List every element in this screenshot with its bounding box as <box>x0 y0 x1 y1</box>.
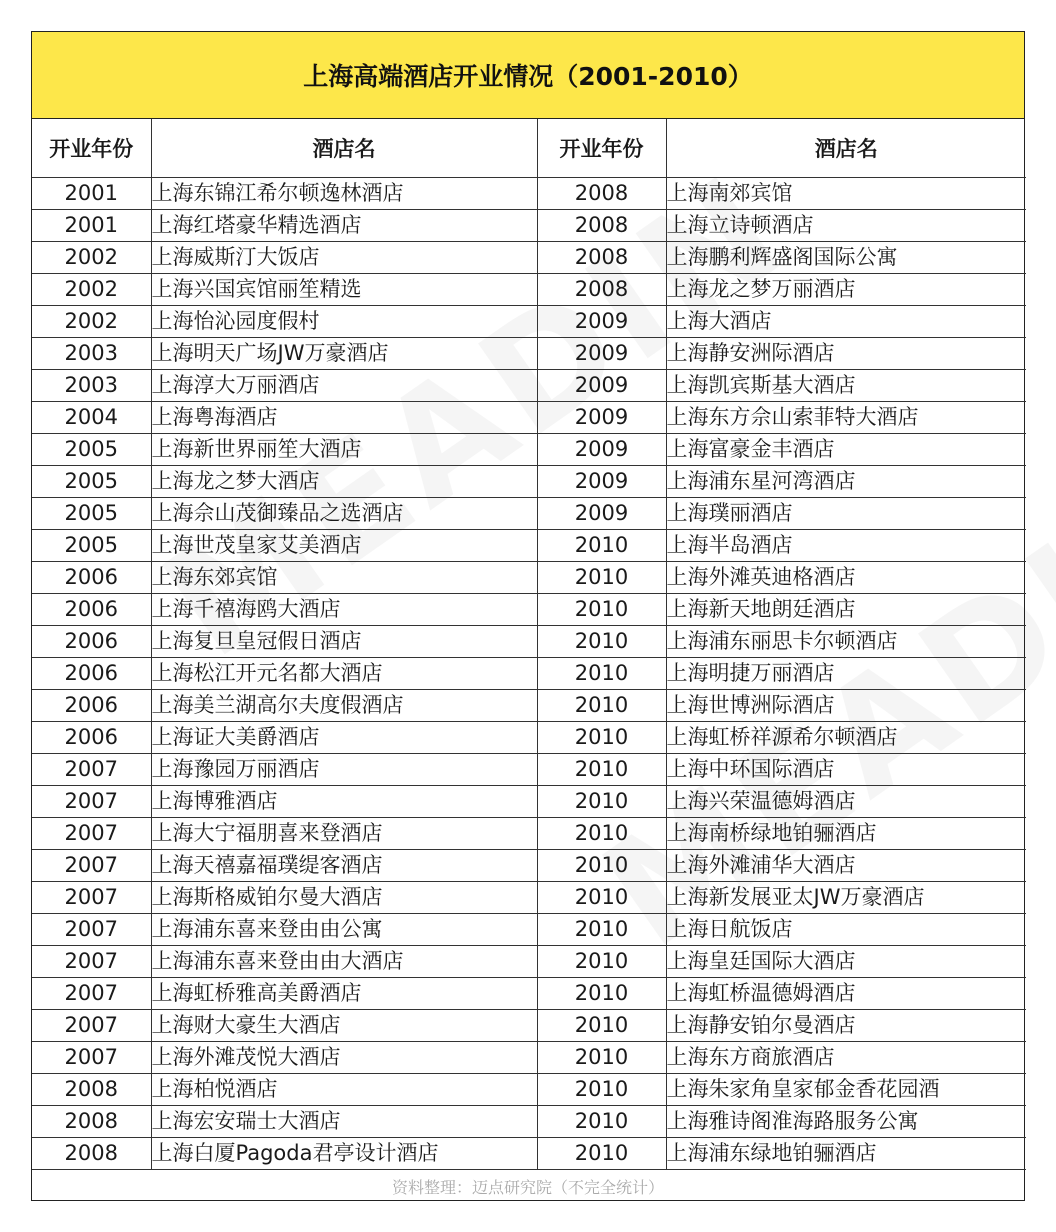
cell-hotel-left: 上海虹桥雅高美爵酒店 <box>151 978 537 1010</box>
table-row <box>32 1010 1026 1042</box>
cell-hotel-left: 上海新世界丽笙大酒店 <box>151 434 537 466</box>
cell-hotel-right: 上海外滩浦华大酒店 <box>666 850 1026 882</box>
header-row <box>32 119 1026 178</box>
cell-year-left: 2004 <box>32 402 151 434</box>
cell-year-left: 2005 <box>32 530 151 562</box>
cell-hotel-left: 上海白厦Pagoda君亭设计酒店 <box>151 1138 537 1170</box>
cell-hotel-right: 上海新天地朗廷酒店 <box>666 594 1026 626</box>
cell-hotel-right: 上海雅诗阁淮海路服务公寓 <box>666 1106 1026 1138</box>
cell-hotel-right: 上海静安铂尔曼酒店 <box>666 1010 1026 1042</box>
cell-hotel-left: 上海斯格威铂尔曼大酒店 <box>151 882 537 914</box>
table-row <box>32 626 1026 658</box>
cell-year-right: 2010 <box>537 530 666 562</box>
cell-year-right: 2010 <box>537 754 666 786</box>
cell-year-right: 2010 <box>537 562 666 594</box>
cell-hotel-left: 上海明天广场JW万豪酒店 <box>151 338 537 370</box>
cell-hotel-left: 上海淳大万丽酒店 <box>151 370 537 402</box>
cell-year-left: 2001 <box>32 210 151 242</box>
cell-hotel-right: 上海南郊宾馆 <box>666 178 1026 210</box>
cell-year-right: 2010 <box>537 818 666 850</box>
table-row <box>32 786 1026 818</box>
cell-hotel-left: 上海威斯汀大饭店 <box>151 242 537 274</box>
cell-hotel-right: 上海富豪金丰酒店 <box>666 434 1026 466</box>
cell-hotel-left: 上海证大美爵酒店 <box>151 722 537 754</box>
table-row <box>32 434 1026 466</box>
cell-hotel-left: 上海东郊宾馆 <box>151 562 537 594</box>
cell-hotel-right: 上海皇廷国际大酒店 <box>666 946 1026 978</box>
cell-hotel-right: 上海东方佘山索菲特大酒店 <box>666 402 1026 434</box>
cell-year-left: 2007 <box>32 1010 151 1042</box>
cell-hotel-right: 上海朱家角皇家郁金香花园酒 <box>666 1074 1026 1106</box>
cell-year-right: 2008 <box>537 210 666 242</box>
cell-year-left: 2006 <box>32 658 151 690</box>
table-row <box>32 498 1026 530</box>
table-row <box>32 370 1026 402</box>
cell-year-left: 2001 <box>32 178 151 210</box>
cell-hotel-right: 上海浦东星河湾酒店 <box>666 466 1026 498</box>
cell-year-left: 2002 <box>32 274 151 306</box>
table-row <box>32 1106 1026 1138</box>
table-row <box>32 338 1026 370</box>
cell-hotel-right: 上海日航饭店 <box>666 914 1026 946</box>
table-title: 上海高端酒店开业情况（2001-2010） <box>32 32 1024 119</box>
cell-year-left: 2006 <box>32 562 151 594</box>
cell-hotel-right: 上海世博洲际酒店 <box>666 690 1026 722</box>
cell-hotel-left: 上海千禧海鸥大酒店 <box>151 594 537 626</box>
cell-hotel-right: 上海龙之梦万丽酒店 <box>666 274 1026 306</box>
table-row <box>32 274 1026 306</box>
cell-hotel-right: 上海明捷万丽酒店 <box>666 658 1026 690</box>
cell-year-right: 2009 <box>537 434 666 466</box>
cell-hotel-left: 上海浦东喜来登由由大酒店 <box>151 946 537 978</box>
table-row <box>32 882 1026 914</box>
cell-hotel-left: 上海大宁福朋喜来登酒店 <box>151 818 537 850</box>
cell-hotel-left: 上海红塔豪华精选酒店 <box>151 210 537 242</box>
table-row <box>32 1074 1026 1106</box>
table-row <box>32 754 1026 786</box>
cell-year-right: 2009 <box>537 466 666 498</box>
cell-year-left: 2002 <box>32 306 151 338</box>
table-row <box>32 594 1026 626</box>
cell-hotel-left: 上海松江开元名都大酒店 <box>151 658 537 690</box>
cell-hotel-left: 上海兴国宾馆丽笙精选 <box>151 274 537 306</box>
cell-hotel-right: 上海浦东丽思卡尔顿酒店 <box>666 626 1026 658</box>
cell-hotel-left: 上海博雅酒店 <box>151 786 537 818</box>
table-row <box>32 690 1026 722</box>
header-year-right: 开业年份 <box>537 119 666 178</box>
cell-year-right: 2010 <box>537 1138 666 1170</box>
cell-year-right: 2010 <box>537 594 666 626</box>
hotel-table-sheet <box>31 31 1025 1201</box>
cell-hotel-left: 上海柏悦酒店 <box>151 1074 537 1106</box>
cell-hotel-right: 上海鹏利辉盛阁国际公寓 <box>666 242 1026 274</box>
cell-year-right: 2010 <box>537 978 666 1010</box>
cell-year-left: 2002 <box>32 242 151 274</box>
cell-hotel-right: 上海虹桥温德姆酒店 <box>666 978 1026 1010</box>
cell-year-right: 2010 <box>537 946 666 978</box>
cell-hotel-right: 上海凯宾斯基大酒店 <box>666 370 1026 402</box>
cell-hotel-left: 上海粤海酒店 <box>151 402 537 434</box>
cell-year-left: 2006 <box>32 626 151 658</box>
cell-hotel-left: 上海外滩茂悦大酒店 <box>151 1042 537 1074</box>
cell-year-left: 2007 <box>32 882 151 914</box>
cell-hotel-right: 上海新发展亚太JW万豪酒店 <box>666 882 1026 914</box>
cell-hotel-left: 上海美兰湖高尔夫度假酒店 <box>151 690 537 722</box>
cell-hotel-left: 上海世茂皇家艾美酒店 <box>151 530 537 562</box>
cell-year-right: 2009 <box>537 402 666 434</box>
cell-year-left: 2007 <box>32 850 151 882</box>
cell-year-left: 2006 <box>32 594 151 626</box>
cell-hotel-right: 上海中环国际酒店 <box>666 754 1026 786</box>
cell-year-left: 2008 <box>32 1106 151 1138</box>
cell-year-right: 2010 <box>537 786 666 818</box>
cell-hotel-left: 上海财大豪生大酒店 <box>151 1010 537 1042</box>
cell-hotel-right: 上海静安洲际酒店 <box>666 338 1026 370</box>
table-row <box>32 242 1026 274</box>
table-row <box>32 402 1026 434</box>
table-row <box>32 306 1026 338</box>
cell-hotel-left: 上海怡沁园度假村 <box>151 306 537 338</box>
header-hotel-right: 酒店名 <box>666 119 1026 178</box>
cell-year-left: 2007 <box>32 914 151 946</box>
cell-hotel-right: 上海璞丽酒店 <box>666 498 1026 530</box>
cell-hotel-left: 上海佘山茂御臻品之选酒店 <box>151 498 537 530</box>
table-row <box>32 1042 1026 1074</box>
cell-year-left: 2005 <box>32 434 151 466</box>
header-hotel-left: 酒店名 <box>151 119 537 178</box>
cell-hotel-right: 上海大酒店 <box>666 306 1026 338</box>
cell-year-left: 2007 <box>32 978 151 1010</box>
cell-year-right: 2008 <box>537 178 666 210</box>
table-row <box>32 818 1026 850</box>
table-row <box>32 850 1026 882</box>
source-note: 资料整理：迈点研究院（不完全统计） <box>391 1177 664 1197</box>
table-row <box>32 658 1026 690</box>
cell-year-right: 2010 <box>537 914 666 946</box>
cell-hotel-left: 上海复旦皇冠假日酒店 <box>151 626 537 658</box>
table-row <box>32 1138 1026 1170</box>
table-row <box>32 946 1026 978</box>
cell-year-right: 2009 <box>537 370 666 402</box>
cell-year-right: 2010 <box>537 626 666 658</box>
cell-year-right: 2008 <box>537 274 666 306</box>
cell-hotel-left: 上海浦东喜来登由由公寓 <box>151 914 537 946</box>
cell-hotel-left: 上海豫园万丽酒店 <box>151 754 537 786</box>
cell-year-left: 2005 <box>32 498 151 530</box>
cell-year-right: 2010 <box>537 1010 666 1042</box>
cell-year-right: 2010 <box>537 882 666 914</box>
cell-year-left: 2007 <box>32 946 151 978</box>
cell-year-right: 2008 <box>537 242 666 274</box>
cell-year-left: 2007 <box>32 818 151 850</box>
cell-year-left: 2005 <box>32 466 151 498</box>
cell-year-left: 2006 <box>32 690 151 722</box>
cell-hotel-left: 上海天禧嘉福璞缇客酒店 <box>151 850 537 882</box>
cell-hotel-right: 上海半岛酒店 <box>666 530 1026 562</box>
cell-year-right: 2010 <box>537 1106 666 1138</box>
cell-hotel-left: 上海龙之梦大酒店 <box>151 466 537 498</box>
table-row <box>32 914 1026 946</box>
table-row <box>32 210 1026 242</box>
cell-year-right: 2010 <box>537 850 666 882</box>
cell-hotel-right: 上海虹桥祥源希尔顿酒店 <box>666 722 1026 754</box>
cell-year-right: 2010 <box>537 1042 666 1074</box>
cell-year-right: 2009 <box>537 498 666 530</box>
cell-year-left: 2008 <box>32 1138 151 1170</box>
cell-hotel-right: 上海外滩英迪格酒店 <box>666 562 1026 594</box>
cell-year-right: 2009 <box>537 338 666 370</box>
cell-year-left: 2008 <box>32 1074 151 1106</box>
cell-hotel-right: 上海兴荣温德姆酒店 <box>666 786 1026 818</box>
table-row <box>32 466 1026 498</box>
table-row <box>32 178 1026 210</box>
cell-year-left: 2003 <box>32 370 151 402</box>
header-year-left: 开业年份 <box>32 119 151 178</box>
cell-year-right: 2009 <box>537 306 666 338</box>
table-row <box>32 562 1026 594</box>
hotel-table <box>32 119 1026 1170</box>
table-row <box>32 978 1026 1010</box>
cell-year-left: 2006 <box>32 722 151 754</box>
table-row <box>32 722 1026 754</box>
table-row <box>32 530 1026 562</box>
cell-hotel-left: 上海东锦江希尔顿逸林酒店 <box>151 178 537 210</box>
table-body <box>32 178 1026 1170</box>
cell-year-right: 2010 <box>537 1074 666 1106</box>
cell-hotel-right: 上海浦东绿地铂骊酒店 <box>666 1138 1026 1170</box>
cell-hotel-left: 上海宏安瑞士大酒店 <box>151 1106 537 1138</box>
cell-year-right: 2010 <box>537 722 666 754</box>
cell-year-left: 2007 <box>32 754 151 786</box>
cell-year-right: 2010 <box>537 658 666 690</box>
cell-year-left: 2003 <box>32 338 151 370</box>
cell-hotel-right: 上海南桥绿地铂骊酒店 <box>666 818 1026 850</box>
cell-hotel-right: 上海立诗顿酒店 <box>666 210 1026 242</box>
cell-year-left: 2007 <box>32 1042 151 1074</box>
cell-hotel-right: 上海东方商旅酒店 <box>666 1042 1026 1074</box>
cell-year-right: 2010 <box>537 690 666 722</box>
cell-year-left: 2007 <box>32 786 151 818</box>
